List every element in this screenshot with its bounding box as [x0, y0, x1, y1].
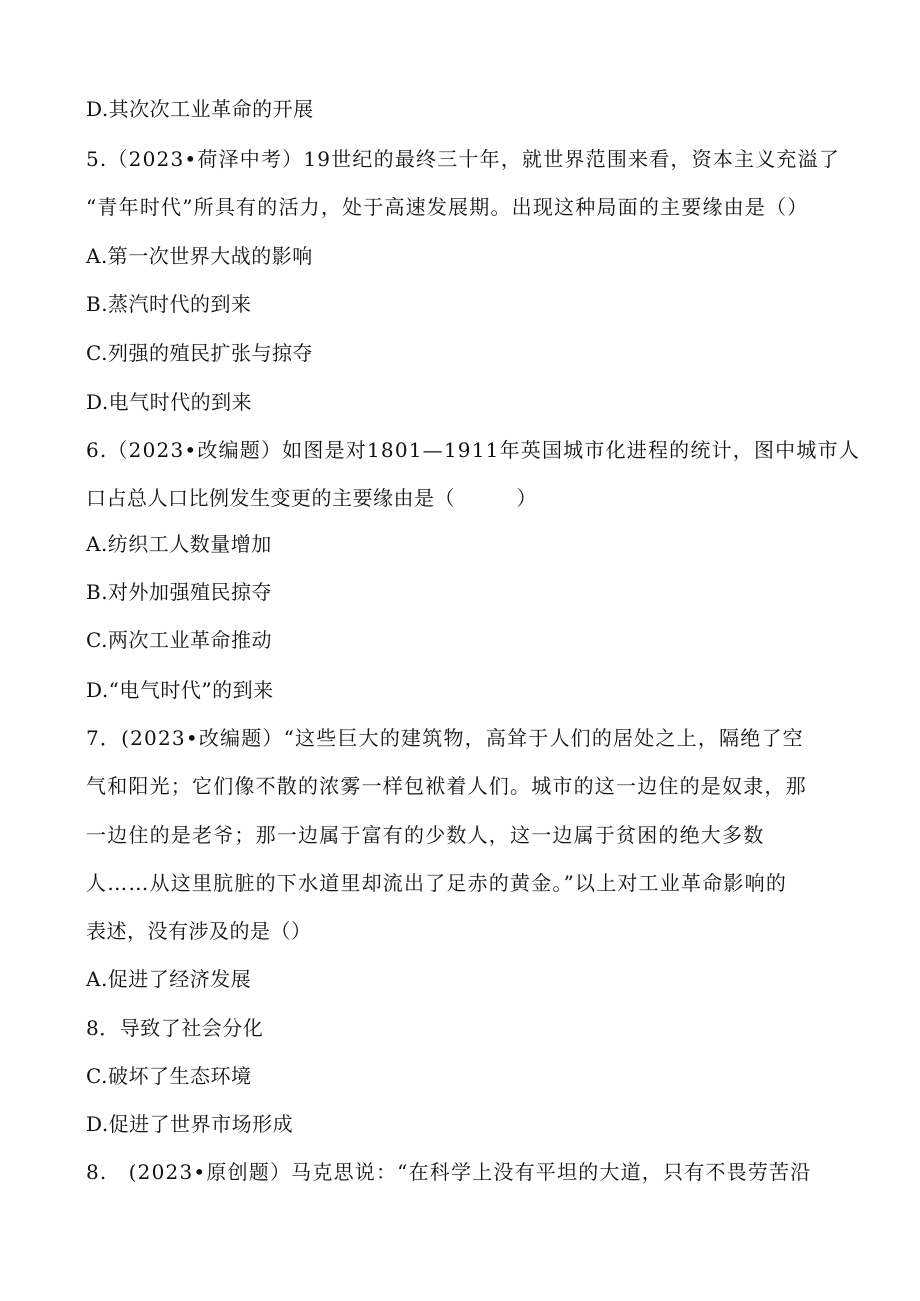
option-a-q6: A.纺织工人数量增加 [86, 532, 272, 556]
option-d-q6: D.“电气时代”的到来 [86, 678, 274, 702]
option-a-q7: A.促进了经济发展 [86, 967, 252, 991]
option-d-q4: D.其次次工业革命的开展 [86, 97, 314, 121]
option-c-q7: C.破坏了生态环境 [86, 1064, 252, 1088]
option-a-q5: A.第一次世界大战的影响 [86, 244, 313, 268]
option-c-q6: C.两次工业革命推动 [86, 628, 272, 652]
question-7-stem-line-2: 气和阳光；它们像不散的浓雾一样包袱着人们。城市的这一边住的是奴隶，那 [86, 774, 807, 798]
question-7-stem-line-1: 7．(2023•改编题）“这些巨大的建筑物，高耸于人们的居处之上，隔绝了空 [86, 726, 804, 750]
question-8-stem-line-1: 8. (2023•原创题）马克思说：“在科学上没有平坦的大道，只有不畏劳苦沿 [86, 1160, 812, 1184]
option-b-q6: B.对外加强殖民掠夺 [86, 580, 273, 604]
question-7-stem-line-3: 一边住的是老爷；那一边属于富有的少数人，这一边属于贫困的绝大多数 [86, 823, 765, 847]
question-6-stem-line-2: 口占总人口比例发生变更的主要缘由是（ ） [86, 486, 537, 510]
question-7-stem-line-4: 人……从这里肮脏的下水道里却流出了足赤的黄金。”以上对工业革命影响的 [86, 871, 788, 895]
option-b-q5: B.蒸汽时代的到来 [86, 292, 252, 316]
option-b-q7: 8．导致了社会分化 [86, 1016, 264, 1040]
option-d-q5: D.电气时代的到来 [86, 390, 253, 414]
question-7-stem-line-5: 表述，没有涉及的是（） [86, 919, 312, 943]
question-6-stem-line-1: 6.（2023•改编题）如图是对1801—1911年英国城市化进程的统计，图中城市人 [86, 438, 860, 462]
question-5-stem-line-1: 5.（2023•荷泽中考）19世纪的最终三十年，就世界范围来看，资本主义充溢了 [86, 147, 841, 171]
option-d-q7: D.促进了世界市场形成 [86, 1112, 294, 1136]
question-5-stem-line-2: “青年时代”所具有的活力，处于高速发展期。出现这种局面的主要缘由是（） [86, 195, 809, 219]
option-c-q5: C.列强的殖民扩张与掠夺 [86, 341, 313, 365]
